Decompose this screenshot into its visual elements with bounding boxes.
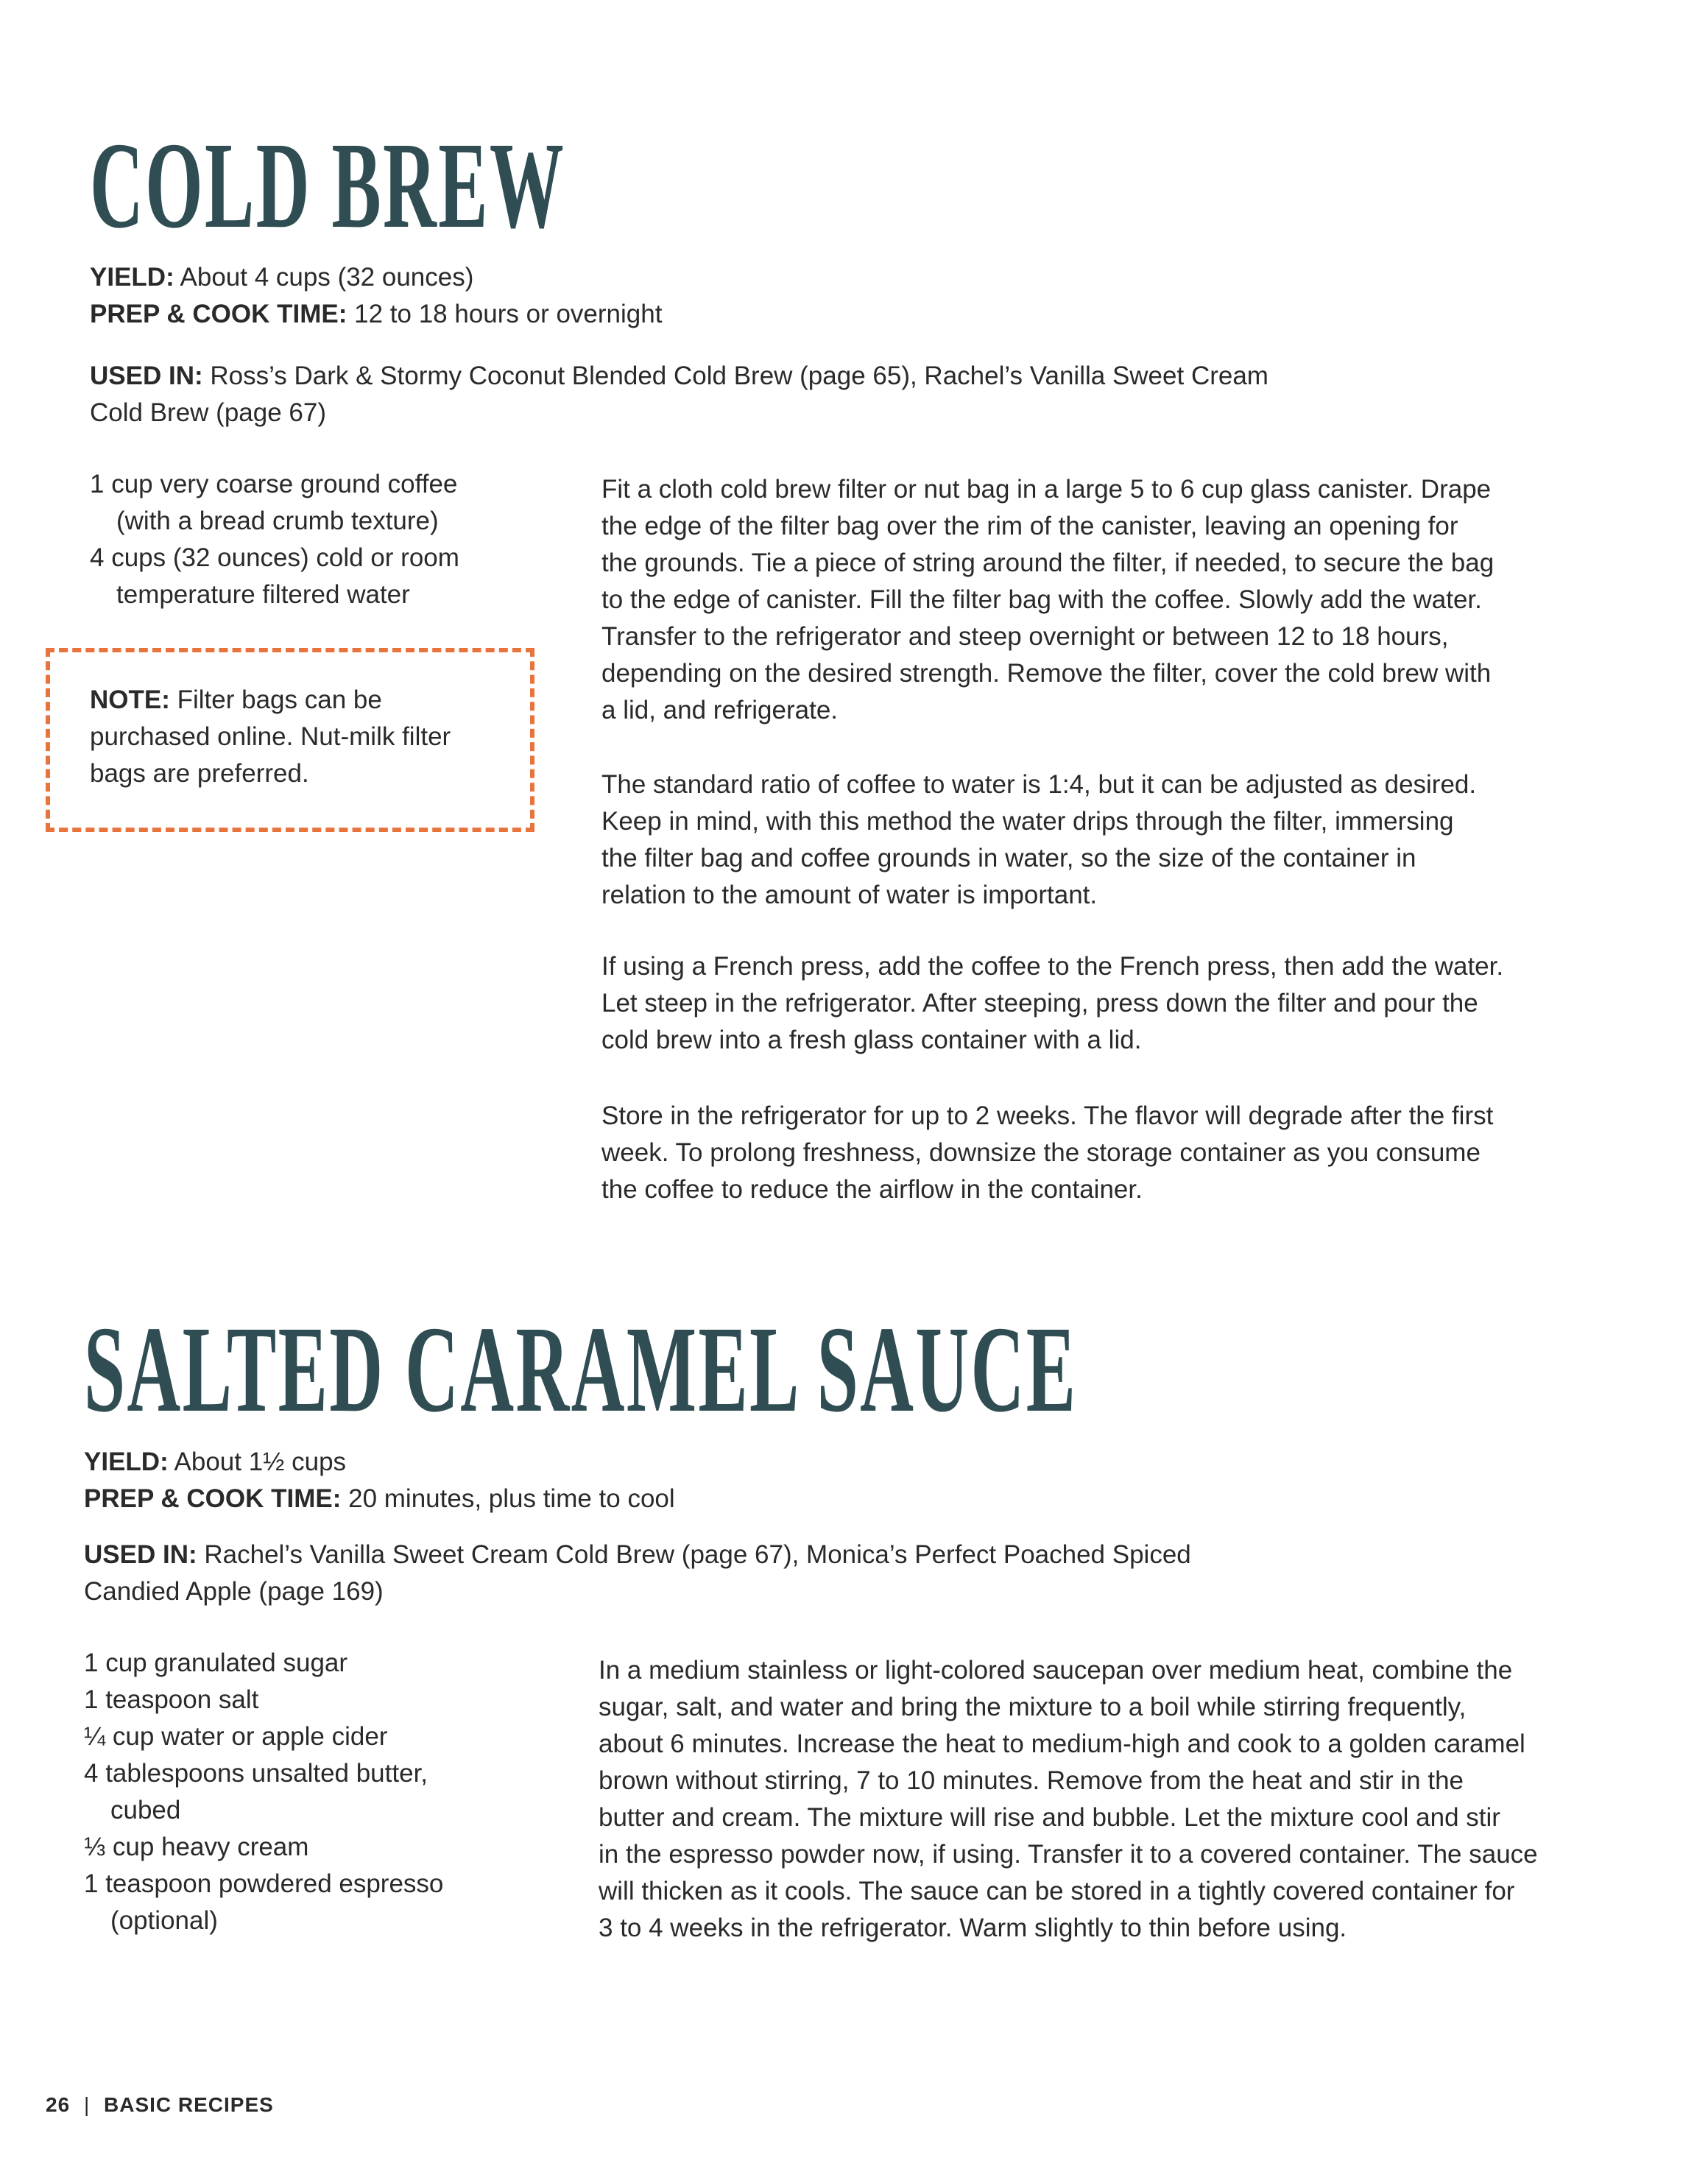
- instruction-paragraph: [601, 948, 1503, 1059]
- instruction-line: 3 to 4 weeks in the refrigerator. Warm slightly to thin before using.: [599, 1914, 1347, 1942]
- instruction-paragraph: [601, 1098, 1493, 1208]
- ingredient-line: 1 teaspoon powdered espresso: [84, 1869, 444, 1898]
- used-in-line: Candied Apple (page 169): [84, 1577, 384, 1606]
- instruction-line: a lid, and refrigerate.: [601, 696, 839, 724]
- instruction-line: the grounds. Tie a piece of string around the filter, if needed, to secure the bag: [601, 549, 1494, 577]
- instruction-line: cold brew into a fresh glass container with a lid.: [601, 1026, 1142, 1054]
- note-text: Filter bags can be: [177, 685, 382, 714]
- used-in-line: [90, 358, 1268, 395]
- page-number: 26: [46, 2093, 71, 2116]
- ingredient-line: 4 cups (32 ounces) cold or room: [90, 543, 459, 572]
- time-line: [84, 1481, 675, 1517]
- ingredients-list: [84, 1645, 443, 1939]
- yield-value: About 1½ cups: [174, 1448, 347, 1476]
- instruction-line: butter and cream. The mixture will rise and bubble. Let the mixture cool and stir: [599, 1803, 1500, 1832]
- yield-label: YIELD:: [84, 1448, 169, 1476]
- instruction-line: brown without stirring, 7 to 10 minutes. Remove from the heat and stir in the: [599, 1766, 1464, 1795]
- instruction-line: Keep in mind, with this method the water drips through the filter, immersing: [601, 807, 1454, 836]
- instruction-line: the filter bag and coffee grounds in water, so the size of the container in: [601, 844, 1416, 872]
- instruction-line: If using a French press, add the coffee to the French press, then add the water.: [601, 952, 1504, 981]
- instruction-line: week. To prolong freshness, downsize the storage container as you consume: [601, 1138, 1481, 1167]
- yield-line: [84, 1444, 346, 1481]
- time-label: PREP & COOK TIME:: [90, 300, 347, 328]
- ingredient-line: 1 cup granulated sugar: [84, 1649, 348, 1677]
- instruction-line: depending on the desired strength. Remove the filter, cover the cold brew with: [601, 659, 1492, 688]
- used-in-line: Cold Brew (page 67): [90, 398, 326, 427]
- instruction-line: about 6 minutes. Increase the heat to medium-high and cook to a golden caramel: [599, 1730, 1525, 1758]
- time-value: 20 minutes, plus time to cool: [348, 1484, 675, 1513]
- instruction-line: to the edge of canister. Fill the filter bag with the coffee. Slowly add the water.: [601, 585, 1482, 614]
- ingredient-line: 1 cup very coarse ground coffee: [90, 470, 458, 498]
- ingredient-line: ⅓ cup heavy cream: [84, 1833, 309, 1861]
- note-line: bags are preferred.: [90, 759, 309, 788]
- note-line: purchased online. Nut-milk filter: [90, 722, 451, 751]
- time-label: PREP & COOK TIME:: [84, 1484, 342, 1513]
- yield-value: About 4 cups (32 ounces): [180, 263, 474, 292]
- used-in-text: Ross’s Dark & Stormy Coconut Blended Cold Brew (page 65), Rachel’s Vanilla Sweet Cream: [210, 362, 1268, 390]
- instruction-line: The standard ratio of coffee to water is 1:4, but it can be adjusted as desired.: [601, 770, 1477, 799]
- used-in-line: [84, 1537, 1191, 1573]
- footer-separator: |: [83, 2093, 91, 2116]
- time-value: 12 to 18 hours or overnight: [354, 300, 663, 328]
- ingredient-line: temperature filtered water: [116, 580, 410, 609]
- ingredient-line: cubed: [110, 1796, 181, 1824]
- used-in-text: Rachel’s Vanilla Sweet Cream Cold Brew (page 67), Monica’s Perfect Poached Spiced: [204, 1540, 1191, 1569]
- instruction-line: the edge of the filter bag over the rim of the canister, leaving an opening for: [601, 512, 1458, 540]
- instruction-line: Fit a cloth cold brew filter or nut bag in a large 5 to 6 cup glass canister. Drape: [601, 475, 1492, 504]
- yield-label: YIELD:: [90, 263, 174, 292]
- ingredient-line: (with a bread crumb texture): [116, 507, 439, 535]
- instruction-line: in the espresso powder now, if using. Transfer it to a covered container. The sauce: [599, 1840, 1538, 1869]
- instruction-line: will thicken as it cools. The sauce can be stored in a tightly covered container for: [599, 1877, 1515, 1905]
- instruction-line: Let steep in the refrigerator. After steeping, press down the filter and pour the: [601, 989, 1478, 1018]
- instruction-line: relation to the amount of water is important.: [601, 881, 1098, 909]
- ingredient-line: ¼ cup water or apple cider: [84, 1722, 388, 1751]
- note-box: [46, 648, 534, 832]
- section-name: BASIC RECIPES: [104, 2093, 274, 2116]
- instruction-paragraph: [599, 1652, 1538, 1947]
- used-in-label: USED IN:: [90, 362, 203, 390]
- used-in: [90, 358, 1268, 431]
- ingredient-line: 1 teaspoon salt: [84, 1685, 259, 1714]
- recipe-title: SALTED CARAMEL SAUCE: [84, 1301, 1078, 1438]
- yield-line: [90, 259, 473, 296]
- instruction-line: sugar, salt, and water and bring the mixture to a boil while stirring frequently,: [599, 1693, 1467, 1721]
- ingredient-line: (optional): [110, 1906, 218, 1935]
- ingredient-line: 4 tablespoons unsalted butter,: [84, 1759, 428, 1788]
- ingredients-list: [90, 466, 459, 613]
- instruction-line: In a medium stainless or light-colored saucepan over medium heat, combine the: [599, 1656, 1513, 1685]
- instruction-line: Store in the refrigerator for up to 2 weeks. The flavor will degrade after the first: [601, 1101, 1494, 1130]
- used-in: [84, 1537, 1191, 1610]
- instruction-line: Transfer to the refrigerator and steep overnight or between 12 to 18 hours,: [601, 622, 1449, 651]
- instruction-line: the coffee to reduce the airflow in the container.: [601, 1175, 1143, 1204]
- page-footer: [46, 2093, 274, 2117]
- time-line: [90, 296, 662, 333]
- used-in-label: USED IN:: [84, 1540, 197, 1569]
- recipe-title: COLD BREW: [90, 117, 566, 254]
- note-label: NOTE:: [90, 685, 170, 714]
- instruction-paragraph: [601, 766, 1476, 914]
- instruction-paragraph: [601, 471, 1494, 729]
- note-line: [90, 682, 530, 719]
